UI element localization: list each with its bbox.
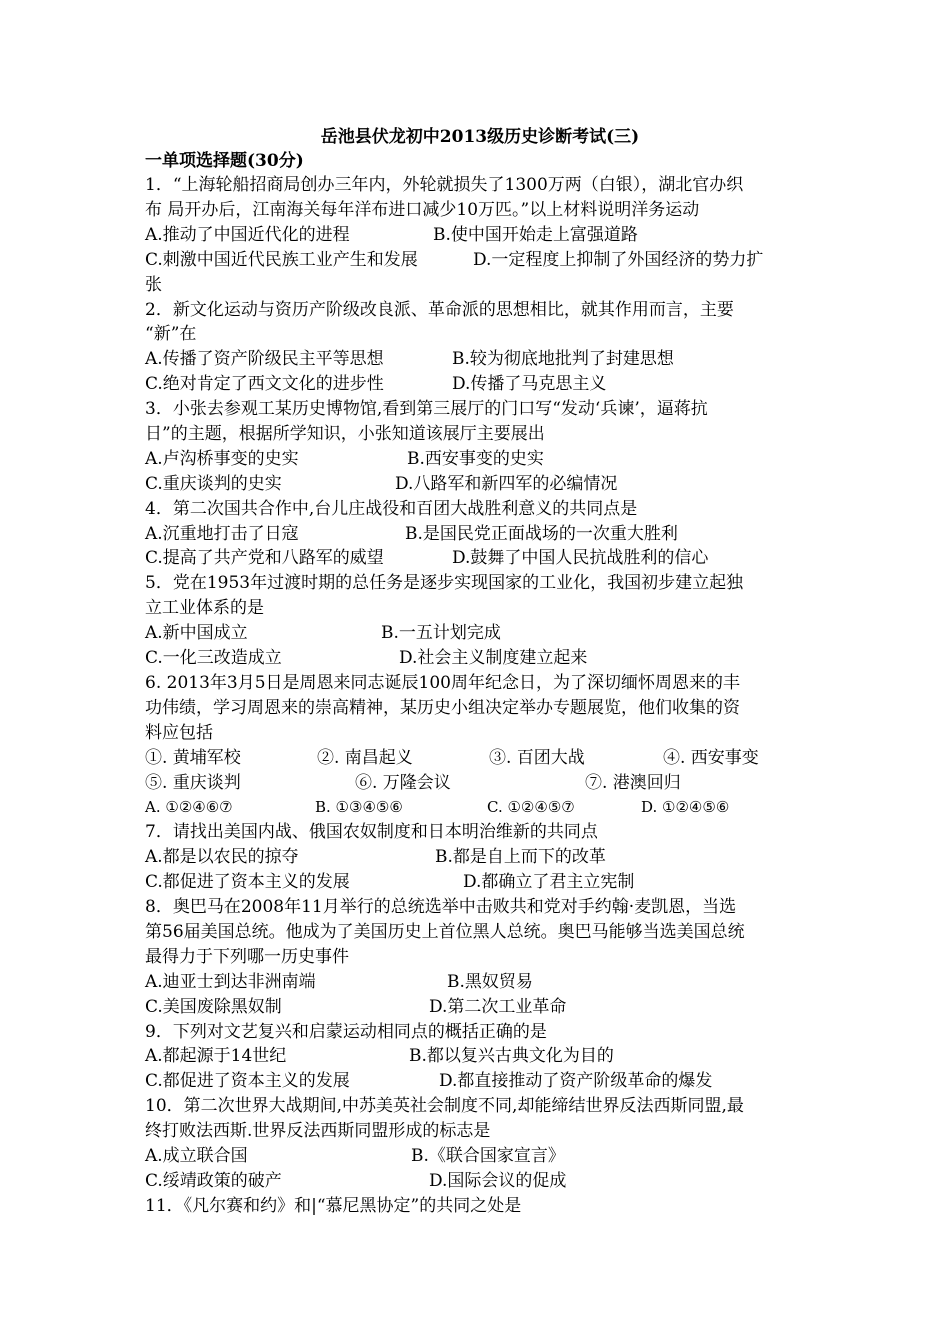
option-b: B.黑奴贸易 <box>447 971 533 992</box>
option-a: A.传播了资产阶级民主平等思想 <box>145 349 384 370</box>
question-6-options <box>145 795 815 820</box>
option-d: D.国际会议的促成 <box>429 1170 567 1191</box>
question-6-stem-cont: 功伟绩，学习周恩来的崇高精神，某历史小组决定举办专题展览，他们收集的资 <box>145 697 740 718</box>
question-6-items-row-1 <box>145 746 815 771</box>
option-d: D.都确立了君主立宪制 <box>463 872 635 893</box>
option-b: B. ①③④⑤⑥ <box>315 798 403 817</box>
question-1-options-row-1 <box>145 223 815 248</box>
option-a: A.新中国成立 <box>145 623 248 644</box>
option-d: D.鼓舞了中国人民抗战胜利的信心 <box>452 548 709 569</box>
question-1-options-row-2 <box>145 248 815 273</box>
option-a: A.都起源于14世纪 <box>145 1046 287 1067</box>
option-d: D.第二次工业革命 <box>429 996 567 1017</box>
option-c: C.一化三改造成立 <box>145 648 282 669</box>
option-a: A.迪亚士到达非洲南端 <box>145 971 316 992</box>
option-c: C.刺激中国近代民族工业产生和发展 <box>145 249 418 270</box>
question-8-options-row-1 <box>145 970 815 995</box>
option-d: D.一定程度上抑制了外国经济的势力扩 <box>473 249 764 270</box>
question-3-stem: 3．小张去参观工某历史博物馆,看到第三展厅的门口写“发动‘兵谏’，逼蒋抗 <box>145 399 708 420</box>
question-9-stem: 9．下列对文艺复兴和启蒙运动相同点的概括正确的是 <box>145 1021 547 1042</box>
option-c: C. ①②④⑤⑦ <box>487 798 575 817</box>
question-10-stem-cont: 终打败法西斯.世界反法西斯同盟形成的标志是 <box>145 1121 491 1142</box>
question-5-stem: 5．党在1953年过渡时期的总任务是逐步实现国家的工业化，我国初步建立起独 <box>145 573 744 594</box>
option-d: D.八路军和新四军的必编情况 <box>395 473 618 494</box>
question-4-options-row-1 <box>145 522 815 547</box>
item-3: ③. 百团大战 <box>489 747 585 768</box>
question-2-options-row-2 <box>145 372 815 397</box>
section-heading: 一单项选择题(30分) <box>145 151 304 171</box>
question-2-options-row-1 <box>145 347 815 372</box>
question-10-options-row-1 <box>145 1144 815 1169</box>
option-c: C.重庆谈判的史实 <box>145 473 282 494</box>
question-11-stem: 11．《凡尔赛和约》和|“慕尼黑协定”的共同之处是 <box>145 1195 522 1216</box>
question-5-stem-cont: 立工业体系的是 <box>145 598 264 619</box>
question-4-options-row-2 <box>145 546 815 571</box>
question-5-options-row-2 <box>145 646 815 671</box>
option-b: B.都是自上而下的改革 <box>435 847 606 868</box>
item-5: ⑤. 重庆谈判 <box>145 772 241 793</box>
option-a: A.成立联合国 <box>145 1146 248 1167</box>
option-b: B.都以复兴古典文化为目的 <box>409 1046 614 1067</box>
question-6-stem: 6. 2013年3月5日是周恩来同志诞辰100周年纪念日，为了深切缅怀周恩来的丰 <box>145 672 740 693</box>
item-4: ④. 西安事变 <box>663 747 759 768</box>
option-d-cont: 张 <box>145 274 162 295</box>
item-7: ⑦. 港澳回归 <box>585 772 681 793</box>
option-d: D.都直接推动了资产阶级革命的爆发 <box>439 1071 713 1092</box>
question-8-stem-cont: 第56届美国总统。他成为了美国历史上首位黑人总统。奥巴马能够当选美国总统 <box>145 921 745 942</box>
option-b: B.是国民党正面战场的一次重大胜利 <box>405 523 678 544</box>
option-b: B.使中国开始走上富强道路 <box>433 224 638 245</box>
option-a: A.推动了中国近代化的进程 <box>145 224 350 245</box>
question-1-stem-cont: 布 局开办后，江南海关每年洋布进口减少10万匹。”以上材料说明洋务运动 <box>145 199 700 220</box>
question-7-options-row-2 <box>145 870 815 895</box>
option-c: C.提高了共产党和八路军的威望 <box>145 548 384 569</box>
option-c: C.绝对肯定了西文文化的进步性 <box>145 374 384 395</box>
option-a: A.沉重地打击了日寇 <box>145 523 299 544</box>
option-b: B.较为彻底地批判了封建思想 <box>452 349 674 370</box>
option-d: D. ①②④⑤⑥ <box>641 798 730 817</box>
item-1: ①. 黄埔军校 <box>145 747 241 768</box>
item-2: ②. 南昌起义 <box>317 747 413 768</box>
option-d: D.社会主义制度建立起来 <box>399 648 588 669</box>
question-3-options-row-2 <box>145 472 815 497</box>
question-2-stem: 2．新文化运动与资历产阶级改良派、革命派的思想相比，就其作用而言，主要 <box>145 299 734 320</box>
question-6-items-row-2 <box>145 771 815 796</box>
question-9-options-row-1 <box>145 1044 815 1069</box>
question-3-options-row-1 <box>145 447 815 472</box>
question-9-options-row-2 <box>145 1069 815 1094</box>
question-8-options-row-2 <box>145 995 815 1020</box>
question-7-options-row-1 <box>145 845 815 870</box>
option-b: B.西安事变的史实 <box>407 448 544 469</box>
question-1-stem: 1．“上海轮船招商局创办三年内，外轮就损失了1300万两（白银），湖北官办织 <box>145 175 744 195</box>
option-c: C.都促进了资本主义的发展 <box>145 1071 350 1092</box>
question-10-stem: 10．第二次世界大战期间,中苏美英社会制度不同,却能缔结世界反法西斯同盟,最 <box>145 1096 744 1117</box>
option-b: B.《联合国家宣言》 <box>411 1146 565 1167</box>
option-c: C.绥靖政策的破产 <box>145 1170 282 1191</box>
question-4-stem: 4．第二次国共合作中,台儿庄战役和百团大战胜利意义的共同点是 <box>145 498 638 519</box>
question-10-options-row-2 <box>145 1169 815 1194</box>
option-a: A.都是以农民的掠夺 <box>145 847 299 868</box>
option-c: C.美国废除黑奴制 <box>145 996 282 1017</box>
question-3-stem-cont: 日”的主题，根据所学知识，小张知道该展厅主要展出 <box>145 424 545 444</box>
question-8-stem: 8．奥巴马在2008年11月举行的总统选举中击败共和党对手约翰·麦凯恩，当选 <box>145 897 737 918</box>
option-a: A. ①②④⑥⑦ <box>145 798 233 817</box>
exam-page <box>145 125 815 1219</box>
question-6-stem-cont-2: 料应包括 <box>145 722 213 743</box>
question-7-stem: 7．请找出美国内战、俄国农奴制度和日本明治维新的共同点 <box>145 822 598 843</box>
option-d: D.传播了马克思主义 <box>452 374 607 395</box>
item-6: ⑥. 万隆会议 <box>355 772 451 793</box>
question-2-stem-cont: “新”在 <box>145 324 197 345</box>
page-title: 岳池县伏龙初中2013级历史诊断考试(三) <box>320 127 640 147</box>
option-a: A.卢沟桥事变的史实 <box>145 448 299 469</box>
option-c: C.都促进了资本主义的发展 <box>145 872 350 893</box>
question-5-options-row-1 <box>145 621 815 646</box>
question-8-stem-cont-2: 最得力于下列哪一历史事件 <box>145 946 349 967</box>
option-b: B.一五计划完成 <box>381 623 501 644</box>
